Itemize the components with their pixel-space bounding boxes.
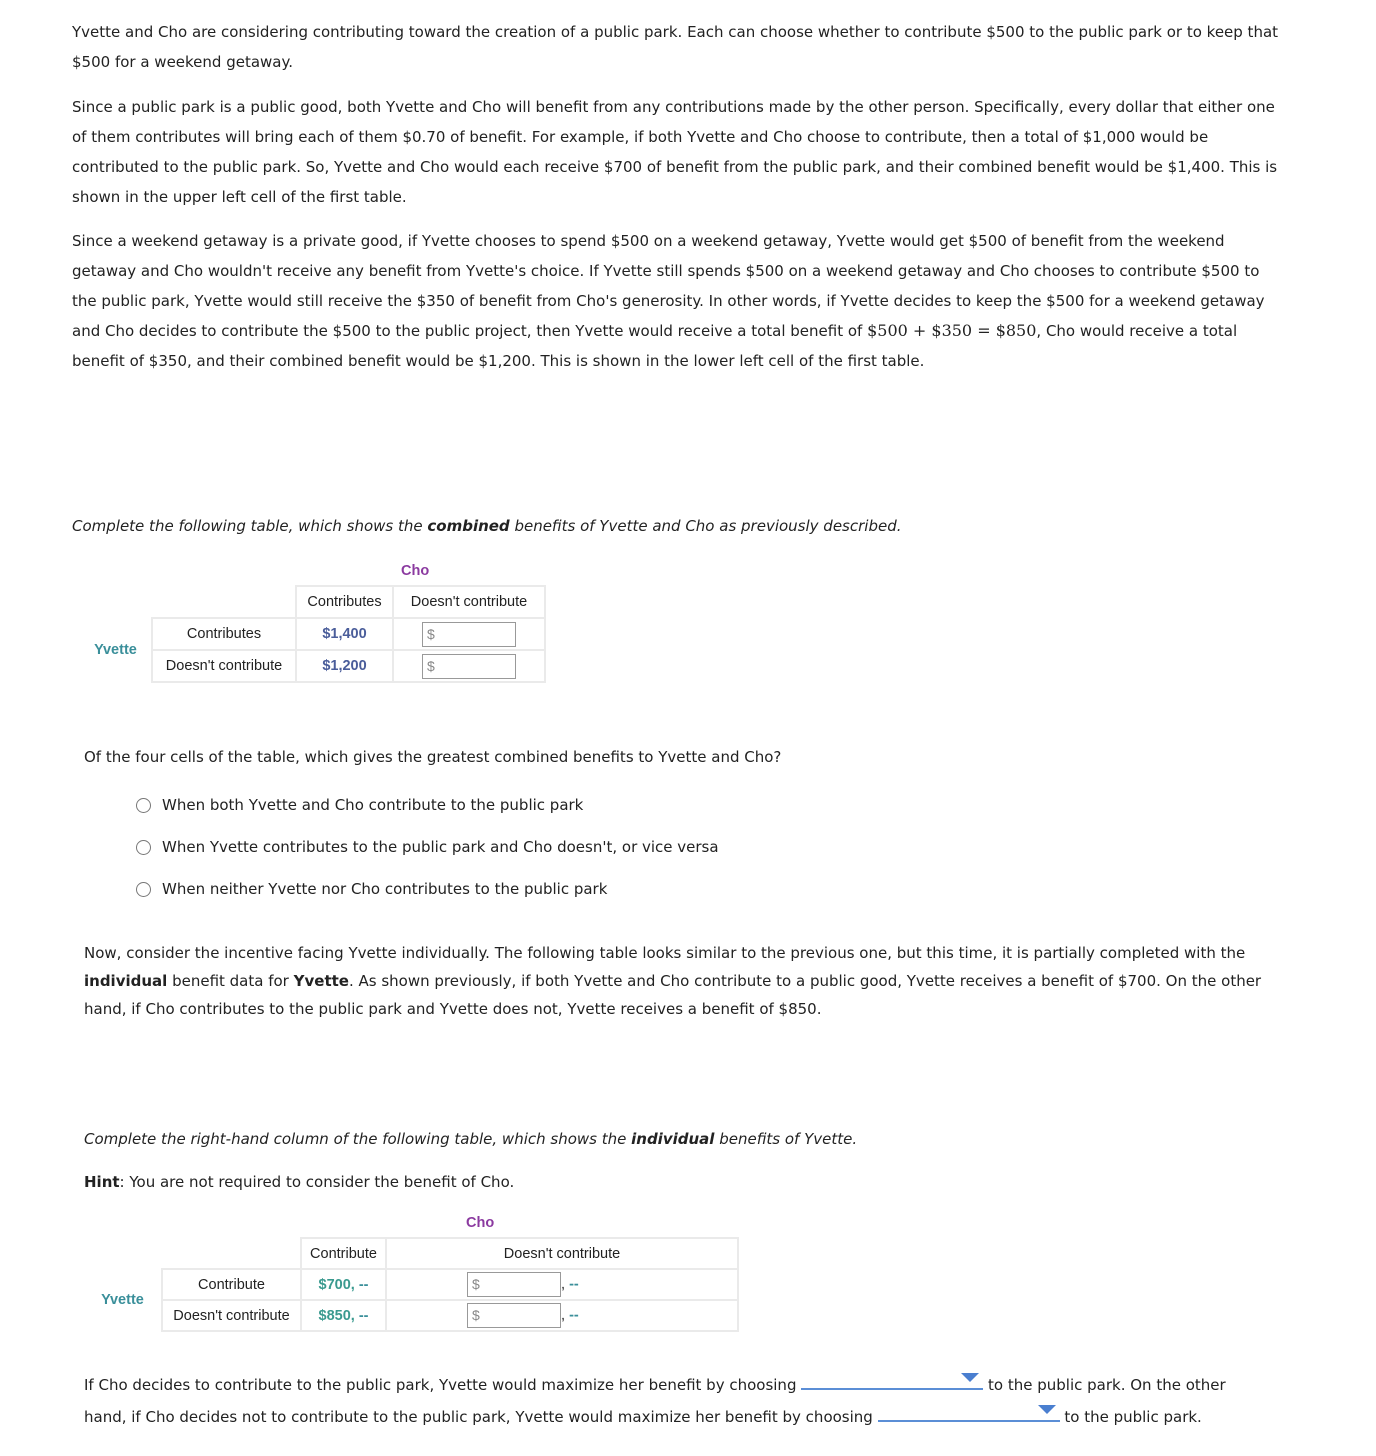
row-player-label: Yvette — [94, 642, 137, 658]
option-one-contributes[interactable]: When Yvette contributes to the public park and Cho doesn't, or vice versa — [136, 838, 719, 856]
individual-input-2[interactable]: $ — [467, 1303, 561, 1328]
chevron-down-icon — [1038, 1405, 1056, 1414]
radio-button[interactable] — [136, 840, 151, 855]
col-player-label: Cho — [466, 1214, 495, 1231]
row-header-doesnt-contribute: Doesn't contribute — [152, 650, 296, 682]
final-paragraph: If Cho decides to contribute to the public park, Yvette would maximize her benefit by choosing to the public park. On the other hand, if Cho decides not to contribute to the public park, Yvette would maximize her benefit by choosing to the public park. — [84, 1368, 1244, 1431]
col-header-doesnt-contribute: Doesn't contribute — [386, 1238, 738, 1269]
row-header-doesnt-contribute: Doesn't contribute — [162, 1300, 301, 1331]
choice-dropdown-2[interactable] — [878, 1400, 1060, 1422]
cell-cho-contributes-only: $1,200 — [296, 650, 393, 682]
individual-benefits-table: Cho Contribute Doesn't contribute Yvette Contribute $700, -- $ , -- Doesn't contribute $850, -- $ , -- — [84, 1208, 739, 1332]
table1-instruction: Complete the following table, which shows the combined benefits of Yvette and Cho as previously described. — [72, 517, 902, 535]
chevron-down-icon — [961, 1373, 979, 1382]
individual-paragraph: Now, consider the incentive facing Yvette individually. The following table looks similar to the previous one, but this time, it is partially completed with the individual benefit data for Yvette. As shown previously, if both Yvette and Cho contribute to a public good, Yvette receives a benefit of $700. On the other hand, if Cho contributes to the public park and Yvette does not, Yvette receives a benefit of $850. — [84, 944, 1262, 1018]
col-player-label: Cho — [401, 562, 430, 579]
hint: Hint: You are not required to consider the benefit of Cho. — [84, 1173, 515, 1191]
intro-paragraph-1: Yvette and Cho are considering contributing toward the creation of a public park. Each can choose whether to contribute $500 to the public park or to keep that $500 for a weekend getaway. — [72, 23, 1279, 71]
cell-cho-contributes-only: $850, -- — [301, 1300, 386, 1331]
row-header-contribute: Contribute — [162, 1269, 301, 1300]
cell-both-contribute: $1,400 — [296, 618, 393, 650]
col-header-contributes: Contributes — [296, 586, 393, 618]
row-header-contributes: Contributes — [152, 618, 296, 650]
col-header-doesnt-contribute: Doesn't contribute — [393, 586, 545, 618]
radio-button[interactable] — [136, 798, 151, 813]
individual-input-1[interactable]: $ — [467, 1272, 561, 1297]
table2-instruction: Complete the right-hand column of the following table, which shows the individual benefits of Yvette. — [84, 1130, 858, 1148]
choice-dropdown-1[interactable] — [801, 1368, 983, 1390]
math-expression: $500 + $350 = $850 — [867, 321, 1037, 340]
intro-paragraph-2: Since a public park is a public good, both Yvette and Cho will benefit from any contributions made by the other person. Specifically, every dollar that either one of them contributes will bring each of them $0.70 of benefit. For example, if both Yvette and Cho choose to contribute, then a total of $1,000 would be contributed to the public park. So, Yvette and Cho would each receive $700 of benefit from the public park, and their combined benefit would be $1,400. This is shown in the upper left cell of the first table. — [72, 98, 1278, 206]
radio-button[interactable] — [136, 882, 151, 897]
option-both-contribute[interactable]: When both Yvette and Cho contribute to the public park — [136, 796, 583, 814]
cell-both-contribute: $700, -- — [301, 1269, 386, 1300]
combined-input-2[interactable]: $ — [422, 654, 516, 679]
option-neither-contributes[interactable]: When neither Yvette nor Cho contributes to the public park — [136, 880, 607, 898]
combined-input-1[interactable]: $ — [422, 622, 516, 647]
intro-paragraph-3: Since a weekend getaway is a private good, if Yvette chooses to spend $500 on a weekend getaway, Yvette would get $500 of benefit from the weekend getaway and Cho wouldn't receive any benefit from Yvette's choice. If Yvette still spends $500 on a weekend getaway and Cho chooses to contribute $500 to the public park, Yvette would still receive the $350 of benefit from Cho's generosity. In other words, if Yvette decides to keep the $500 for a weekend getaway and Cho decides to contribute the $500 to the public project, then Yvette would receive a total benefit of $500 + $350 = $850, Cho would receive a total benefit of $350, and their combined benefit would be $1,200. This is shown in the lower left cell of the first table. — [72, 232, 1265, 370]
col-header-contribute: Contribute — [301, 1238, 386, 1269]
combined-benefits-table — [80, 556, 546, 683]
question-1: Of the four cells of the table, which gives the greatest combined benefits to Yvette and Cho? — [84, 748, 782, 766]
row-player-label: Yvette — [101, 1292, 144, 1308]
